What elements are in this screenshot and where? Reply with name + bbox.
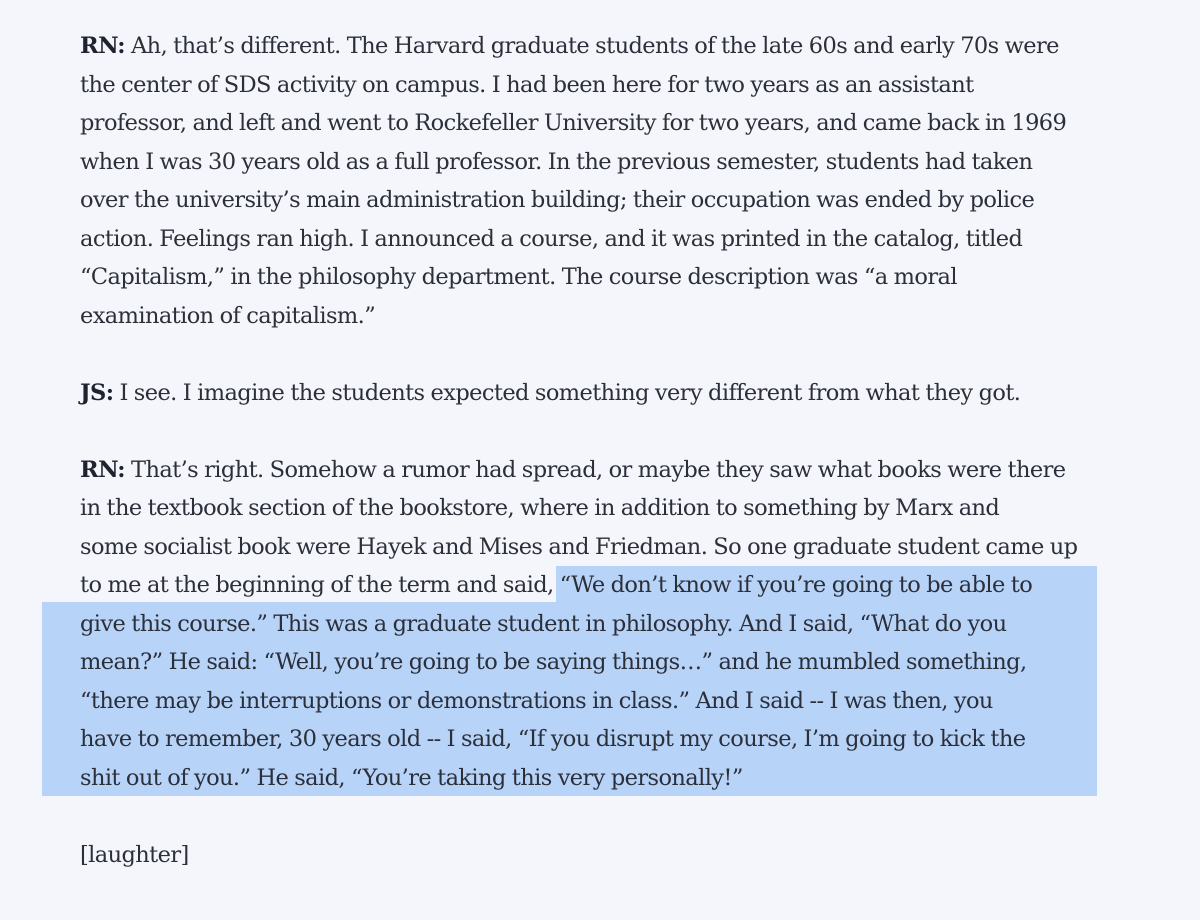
text-line: action. Feelings ran high. I announced a course, and it was printed in the catalog, titled — [80, 225, 1023, 252]
stage-direction: [laughter] — [80, 841, 189, 868]
text-line: “Capitalism,” in the philosophy department. The course description was “a moral — [80, 264, 957, 290]
text-line: mean?” He said: “Well, you’re going to be saying things…” and he mumbled something, — [80, 649, 1027, 675]
text-line: shit out of you.” He said, “You’re taking this very personally!” — [80, 764, 743, 791]
text-line: in the textbook section of the bookstore, where in addition to something by Marx and — [80, 495, 1000, 521]
text-line: professor, and left and went to Rockefeller University for two years, and came back in 1969 — [80, 110, 1067, 136]
text-line — [80, 27, 1090, 66]
line-text: Ah, that’s different. The Harvard graduate students of the late 60s and early 70s were — [124, 33, 1059, 59]
line-text: That’s right. Somehow a rumor had spread, or maybe they saw what books were there — [124, 456, 1066, 483]
text-line: to me at the beginning of the term and said, “We don’t know if you’re going to be able to — [80, 572, 1033, 598]
paragraph-laughter — [80, 836, 1090, 875]
speaker-label: RN: — [80, 456, 125, 483]
text-line: over the university’s main administration building; their occupation was ended by police — [80, 187, 1035, 213]
text-line: give this course.” This was a graduate student in philosophy. And I said, “What do you — [80, 610, 1007, 637]
text-line: the center of SDS activity on campus. I had been here for two years as an assistant — [80, 71, 974, 98]
text-line: examination of capitalism.” — [80, 302, 376, 329]
paragraph-rn-2 — [80, 451, 1090, 798]
interview-transcript — [80, 27, 1090, 913]
text-line: when I was 30 years old as a full professor. In the previous semester, students had taken — [80, 148, 1033, 175]
text-line: some socialist book were Hayek and Mises and Friedman. So one graduate student came up — [80, 533, 1078, 560]
line-text: I see. I imagine the students expected something very different from what they got. — [113, 379, 1021, 406]
paragraph-rn-1 — [80, 27, 1090, 335]
text-line — [80, 451, 1090, 490]
text-line: have to remember, 30 years old -- I said, “If you disrupt my course, I’m going to kick the — [80, 726, 1026, 752]
text-line: “there may be interruptions or demonstrations in class.” And I said -- I was then, you — [80, 687, 993, 714]
speaker-label: RN: — [80, 33, 125, 59]
speaker-label: JS: — [80, 379, 114, 406]
paragraph-js-1 — [80, 374, 1090, 413]
text-line — [80, 374, 1090, 413]
